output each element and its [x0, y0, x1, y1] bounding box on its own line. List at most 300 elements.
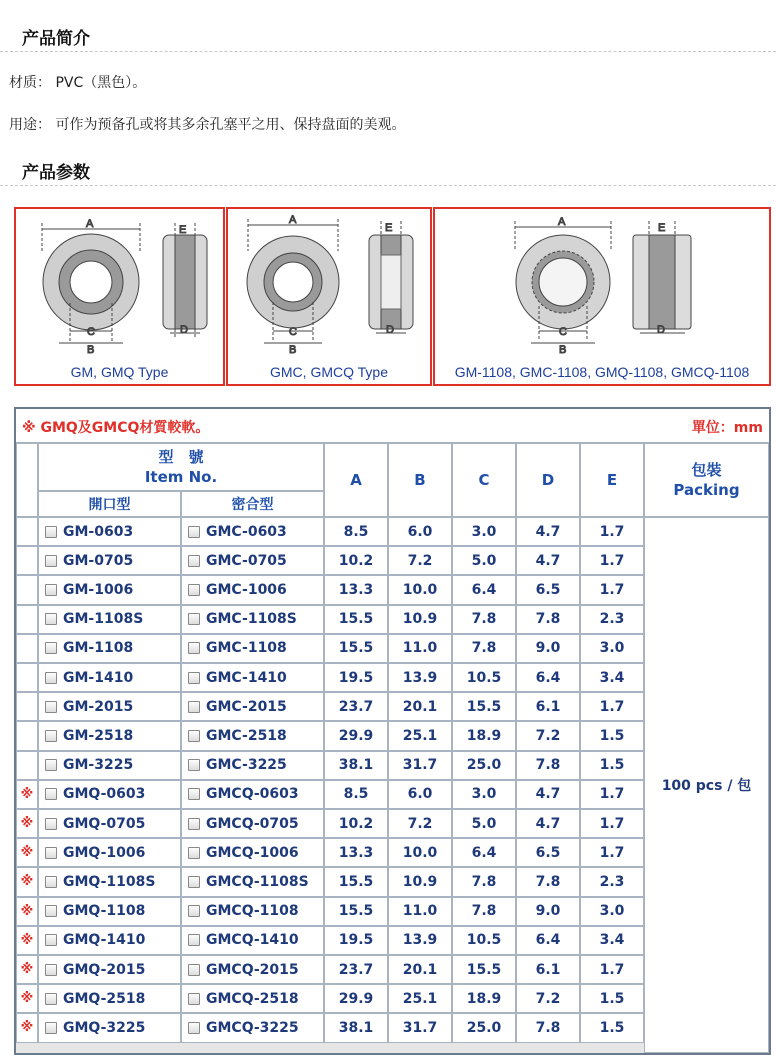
cell-text: GMQ-3225	[63, 1019, 146, 1036]
cell-open	[38, 1013, 181, 1042]
cell-c	[452, 867, 516, 896]
row-checkbox[interactable]	[188, 526, 200, 538]
cell-text: GMC-2015	[206, 698, 287, 715]
cell-text: 20.1	[402, 698, 438, 715]
row-checkbox[interactable]	[45, 701, 57, 713]
cell-text: 19.5	[338, 932, 374, 949]
cell-sealed	[181, 897, 324, 926]
cell-a	[324, 867, 388, 896]
cell-b	[388, 1013, 452, 1042]
cell-text: GM-1410	[63, 669, 134, 686]
cell-c	[452, 692, 516, 721]
cell-text: 4.7	[535, 815, 561, 832]
cell-text: 3.0	[599, 903, 625, 920]
cell-text: 31.7	[402, 757, 438, 774]
cell-text: 15.5	[466, 961, 502, 978]
cell-text: GMQ-2518	[63, 990, 146, 1007]
cell-text: GMC-1006	[206, 581, 287, 598]
dim-d-label: D	[657, 324, 665, 336]
header-model-cn: 型 號	[158, 448, 204, 466]
cell-sealed	[181, 838, 324, 867]
cell-text: GM-2518	[63, 727, 134, 744]
dim-d-label: D	[180, 324, 188, 336]
cell-text: 6.0	[407, 523, 433, 540]
row-checkbox[interactable]	[188, 847, 200, 859]
cell-text: GM-1108	[63, 640, 134, 657]
cell-mark	[16, 546, 38, 575]
dim-a-label: A	[289, 214, 297, 226]
cell-text: 8.5	[343, 523, 369, 540]
cell-open	[38, 575, 181, 604]
grommet-1108-drawing	[435, 209, 769, 359]
cell-text: GMCQ-2015	[206, 961, 299, 978]
cell-sealed	[181, 809, 324, 838]
cell-b	[388, 838, 452, 867]
cell-d	[516, 575, 580, 604]
cell-c	[452, 838, 516, 867]
cell-open	[38, 838, 181, 867]
cell-text: 1.7	[599, 698, 625, 715]
row-checkbox[interactable]	[188, 701, 200, 713]
cell-a	[324, 605, 388, 634]
cell-d	[516, 721, 580, 750]
cell-c	[452, 809, 516, 838]
cell-mark	[16, 984, 38, 1013]
row-checkbox[interactable]	[188, 642, 200, 654]
cell-text: 5.0	[471, 552, 497, 569]
dim-c-label: C	[559, 326, 567, 338]
cell-text: 4.7	[535, 552, 561, 569]
dim-b-label: B	[559, 344, 567, 356]
cell-text: GMQ-1108	[63, 903, 146, 920]
cell-text: 6.5	[535, 581, 561, 598]
cell-text: 7.2	[407, 815, 433, 832]
cell-open	[38, 634, 181, 663]
cell-text: 7.8	[535, 757, 561, 774]
row-checkbox[interactable]	[45, 847, 57, 859]
cell-text: 1.7	[599, 552, 625, 569]
cell-d	[516, 780, 580, 809]
dim-c-label: C	[87, 326, 95, 338]
dim-d-label: D	[386, 324, 394, 336]
cell-c	[452, 634, 516, 663]
cell-text: 7.2	[535, 727, 561, 744]
cell-text: 13.9	[402, 932, 438, 949]
cell-mark	[16, 955, 38, 984]
diagram-caption: GM, GMQ Type	[70, 364, 169, 380]
cell-mark	[16, 692, 38, 721]
cell-text: GMQ-0705	[63, 815, 146, 832]
cell-mark	[16, 809, 38, 838]
cell-d	[516, 984, 580, 1013]
cell-text: GMC-3225	[206, 757, 287, 774]
cell-a	[324, 838, 388, 867]
cell-open	[38, 926, 181, 955]
cell-c	[452, 721, 516, 750]
cell-open	[38, 809, 181, 838]
cell-sealed	[181, 634, 324, 663]
cell-text: 15.5	[338, 873, 374, 890]
row-checkbox[interactable]	[188, 730, 200, 742]
cell-b	[388, 546, 452, 575]
cell-text: 29.9	[338, 990, 374, 1007]
cell-text: 3.0	[471, 523, 497, 540]
cell-text: ※	[20, 816, 34, 832]
cell-sealed	[181, 955, 324, 984]
cell-d	[516, 634, 580, 663]
cell-text: 9.0	[535, 903, 561, 920]
cell-text: 13.3	[338, 844, 374, 861]
dim-c-label: C	[289, 326, 297, 338]
row-checkbox[interactable]	[188, 555, 200, 567]
cell-a	[324, 517, 388, 546]
diagram-caption: GMC, GMCQ Type	[270, 364, 388, 380]
cell-mark	[16, 663, 38, 692]
cell-e	[580, 605, 644, 634]
cell-c	[452, 897, 516, 926]
row-checkbox[interactable]	[45, 730, 57, 742]
cell-text: 6.5	[535, 844, 561, 861]
cell-a	[324, 663, 388, 692]
cell-sealed	[181, 546, 324, 575]
cell-text: 7.8	[535, 873, 561, 890]
row-checkbox[interactable]	[45, 934, 57, 946]
cell-d	[516, 809, 580, 838]
cell-b	[388, 955, 452, 984]
cell-sealed	[181, 926, 324, 955]
cell-b	[388, 517, 452, 546]
cell-text: 10.2	[338, 552, 374, 569]
cell-text: 2.3	[599, 611, 625, 628]
cell-text: GM-0603	[63, 523, 134, 540]
cell-text: GMCQ-0603	[206, 786, 299, 803]
header-d: D	[516, 443, 580, 517]
cell-a	[324, 897, 388, 926]
row-checkbox[interactable]	[188, 818, 200, 830]
cell-a	[324, 984, 388, 1013]
row-checkbox[interactable]	[45, 905, 57, 917]
cell-sealed	[181, 692, 324, 721]
cell-mark	[16, 926, 38, 955]
cell-c	[452, 780, 516, 809]
cell-text: 38.1	[338, 757, 374, 774]
cell-text: 10.5	[466, 932, 502, 949]
cell-text: 15.5	[466, 698, 502, 715]
cell-text: 13.3	[338, 581, 374, 598]
cell-c	[452, 575, 516, 604]
cell-text: 3.4	[599, 669, 625, 686]
row-checkbox[interactable]	[188, 1022, 200, 1034]
cell-d	[516, 897, 580, 926]
cell-e	[580, 897, 644, 926]
cell-b	[388, 867, 452, 896]
cell-b	[388, 780, 452, 809]
header-a: A	[324, 443, 388, 517]
cell-sealed	[181, 780, 324, 809]
cell-a	[324, 575, 388, 604]
dim-b-label: B	[87, 344, 95, 356]
cell-text: 10.0	[402, 581, 438, 598]
params-section-header	[0, 152, 776, 186]
cell-a	[324, 955, 388, 984]
cell-d	[516, 1013, 580, 1042]
cell-text: 7.2	[407, 552, 433, 569]
spec-grid	[16, 443, 769, 1053]
cell-text: 31.7	[402, 1019, 438, 1036]
cell-b	[388, 634, 452, 663]
cell-text: 4.7	[535, 523, 561, 540]
cell-a	[324, 809, 388, 838]
cell-a	[324, 751, 388, 780]
cell-sealed	[181, 1013, 324, 1042]
cell-e	[580, 634, 644, 663]
cell-d	[516, 867, 580, 896]
cell-text: 6.1	[535, 698, 561, 715]
cell-e	[580, 546, 644, 575]
cell-sealed	[181, 867, 324, 896]
row-checkbox[interactable]	[188, 759, 200, 771]
cell-e	[580, 751, 644, 780]
cell-d	[516, 955, 580, 984]
cell-text: 25.1	[402, 990, 438, 1007]
cell-d	[516, 926, 580, 955]
header-mark-col	[16, 443, 38, 517]
cell-c	[452, 926, 516, 955]
packing-value: 100 pcs / 包	[644, 517, 769, 1053]
cell-text: GMC-2518	[206, 727, 287, 744]
cell-c	[452, 984, 516, 1013]
cell-open	[38, 751, 181, 780]
cell-text: ※	[20, 932, 34, 948]
row-checkbox[interactable]	[45, 788, 57, 800]
cell-text: 25.0	[466, 1019, 502, 1036]
cell-text: 9.0	[535, 640, 561, 657]
diagram-gm-gmq	[14, 207, 225, 386]
cell-c	[452, 517, 516, 546]
cell-d	[516, 605, 580, 634]
cell-text: 7.8	[471, 611, 497, 628]
cell-c	[452, 955, 516, 984]
header-open-type: 開口型	[38, 491, 181, 517]
cell-d	[516, 546, 580, 575]
cell-text: GMCQ-1410	[206, 932, 299, 949]
cell-a	[324, 692, 388, 721]
cell-sealed	[181, 517, 324, 546]
row-checkbox[interactable]	[45, 876, 57, 888]
params-title: 产品参数	[22, 163, 90, 183]
cell-text: 10.5	[466, 669, 502, 686]
cell-b	[388, 809, 452, 838]
cell-text: 6.4	[535, 932, 561, 949]
header-sealed-type: 密合型	[181, 491, 324, 517]
cell-a	[324, 634, 388, 663]
cell-text: 38.1	[338, 1019, 374, 1036]
cell-e	[580, 984, 644, 1013]
table-note-row	[16, 409, 769, 443]
cell-text: 15.5	[338, 640, 374, 657]
cell-text: 10.0	[402, 844, 438, 861]
cell-text: GMQ-1108S	[63, 873, 156, 890]
cell-text: 7.2	[535, 990, 561, 1007]
cell-c	[452, 546, 516, 575]
cell-mark	[16, 897, 38, 926]
cell-text: 6.0	[407, 786, 433, 803]
cell-mark	[16, 605, 38, 634]
cell-text: 1.5	[599, 990, 625, 1007]
cell-text: 1.5	[599, 727, 625, 744]
cell-d	[516, 751, 580, 780]
spec-table	[14, 407, 771, 1055]
cell-open	[38, 663, 181, 692]
header-b: B	[388, 443, 452, 517]
cell-b	[388, 663, 452, 692]
cell-text: 5.0	[471, 815, 497, 832]
cell-text: 6.4	[471, 844, 497, 861]
cell-b	[388, 984, 452, 1013]
cell-text: GM-1108S	[63, 611, 144, 628]
row-checkbox[interactable]	[188, 993, 200, 1005]
cell-c	[452, 605, 516, 634]
cell-text: ※	[20, 962, 34, 978]
row-checkbox[interactable]	[45, 613, 57, 625]
cell-text: ※	[20, 1020, 34, 1036]
cell-sealed	[181, 605, 324, 634]
cell-text: 15.5	[338, 903, 374, 920]
cell-e	[580, 721, 644, 750]
cell-sealed	[181, 984, 324, 1013]
cell-text: 23.7	[338, 961, 374, 978]
cell-e	[580, 838, 644, 867]
cell-text: 20.1	[402, 961, 438, 978]
cell-text: ※	[20, 786, 34, 802]
cell-open	[38, 780, 181, 809]
cell-text: GM-0705	[63, 552, 134, 569]
row-checkbox[interactable]	[188, 672, 200, 684]
cell-text: GMCQ-2518	[206, 990, 299, 1007]
cell-text: 3.0	[599, 640, 625, 657]
row-checkbox[interactable]	[188, 876, 200, 888]
row-checkbox[interactable]	[188, 788, 200, 800]
row-checkbox[interactable]	[45, 672, 57, 684]
cell-text: ※	[20, 874, 34, 890]
diagram-caption: GM-1108, GMC-1108, GMQ-1108, GMCQ-1108	[454, 364, 750, 380]
cell-a	[324, 1013, 388, 1042]
row-checkbox[interactable]	[45, 642, 57, 654]
cell-e	[580, 926, 644, 955]
cell-text: GMC-0603	[206, 523, 287, 540]
row-checkbox[interactable]	[188, 934, 200, 946]
grommet-sealed-drawing	[228, 209, 430, 359]
cell-text: 8.5	[343, 786, 369, 803]
dim-a-label: A	[558, 216, 566, 228]
header-packing-cn: 包裝	[691, 461, 722, 479]
row-checkbox[interactable]	[188, 613, 200, 625]
row-checkbox[interactable]	[45, 555, 57, 567]
row-checkbox[interactable]	[45, 993, 57, 1005]
cell-text: GMQ-1410	[63, 932, 146, 949]
cell-text: GMC-0705	[206, 552, 287, 569]
cell-text: GMC-1410	[206, 669, 287, 686]
row-checkbox[interactable]	[45, 964, 57, 976]
cell-e	[580, 575, 644, 604]
cell-text: 18.9	[466, 990, 502, 1007]
cell-text: 15.5	[338, 611, 374, 628]
cell-text: GMQ-0603	[63, 786, 146, 803]
cell-text: 10.9	[402, 611, 438, 628]
cell-mark	[16, 838, 38, 867]
cell-mark	[16, 634, 38, 663]
row-checkbox[interactable]	[45, 526, 57, 538]
row-checkbox[interactable]	[188, 905, 200, 917]
cell-text: GMQ-1006	[63, 844, 146, 861]
intro-title: 产品简介	[22, 29, 90, 49]
cell-open	[38, 546, 181, 575]
cell-text: 1.5	[599, 1019, 625, 1036]
cell-text: 1.7	[599, 844, 625, 861]
intro-section-header	[0, 18, 776, 52]
cell-text: GM-1006	[63, 581, 134, 598]
unit-note: 單位：mm	[691, 420, 763, 436]
cell-text: 6.4	[471, 581, 497, 598]
cell-text: 2.3	[599, 873, 625, 890]
cell-text: GMCQ-1108S	[206, 873, 309, 890]
cell-text: 7.8	[535, 1019, 561, 1036]
material-line: 材质： PVC（黑色）。	[9, 75, 147, 91]
cell-text: 11.0	[402, 903, 438, 920]
cell-open	[38, 867, 181, 896]
row-checkbox[interactable]	[188, 584, 200, 596]
cell-open	[38, 605, 181, 634]
header-item-no	[38, 443, 324, 491]
cell-a	[324, 926, 388, 955]
header-e: E	[580, 443, 644, 517]
cell-c	[452, 1013, 516, 1042]
cell-text: 29.9	[338, 727, 374, 744]
row-checkbox[interactable]	[188, 964, 200, 976]
row-checkbox[interactable]	[45, 759, 57, 771]
cell-text: 1.5	[599, 757, 625, 774]
cell-a	[324, 721, 388, 750]
cell-text: GMCQ-1006	[206, 844, 299, 861]
cell-text: GMC-1108S	[206, 611, 297, 628]
cell-text: ※	[20, 991, 34, 1007]
cell-b	[388, 605, 452, 634]
header-packing-en: Packing	[673, 481, 740, 499]
cell-mark	[16, 867, 38, 896]
cell-b	[388, 926, 452, 955]
cell-text: 13.9	[402, 669, 438, 686]
header-packing	[644, 443, 769, 517]
cell-text: 10.2	[338, 815, 374, 832]
cell-text: 3.0	[471, 786, 497, 803]
cell-text: 11.0	[402, 640, 438, 657]
cell-text: ※	[20, 845, 34, 861]
cell-b	[388, 692, 452, 721]
soft-material-note: ※ GMQ及GMCQ材質較軟。	[22, 420, 210, 436]
cell-e	[580, 780, 644, 809]
cell-mark	[16, 517, 38, 546]
dim-e-label: E	[385, 222, 393, 234]
row-checkbox[interactable]	[45, 1022, 57, 1034]
cell-sealed	[181, 663, 324, 692]
cell-text: GMC-1108	[206, 640, 287, 657]
cell-text: GMCQ-3225	[206, 1019, 299, 1036]
row-checkbox[interactable]	[45, 584, 57, 596]
cell-mark	[16, 575, 38, 604]
cell-text: 23.7	[338, 698, 374, 715]
cell-e	[580, 809, 644, 838]
row-checkbox[interactable]	[45, 818, 57, 830]
